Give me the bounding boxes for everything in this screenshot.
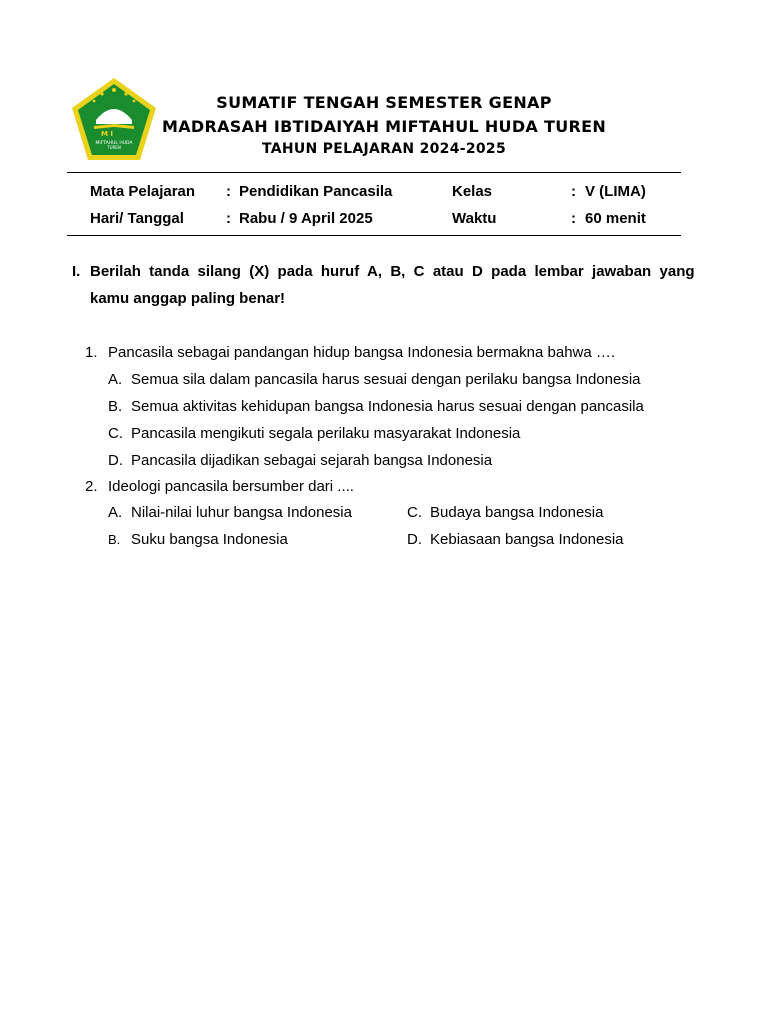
q2-option-c-letter: C. bbox=[407, 504, 422, 521]
q1-option-d-letter: D. bbox=[108, 452, 123, 469]
q1-option-b-text: Semua aktivitas kehidupan bangsa Indonesia harus sesuai dengan pancasila bbox=[131, 398, 644, 415]
exam-title: SUMATIF TENGAH SEMESTER GENAP bbox=[216, 93, 552, 112]
class-label: Kelas bbox=[452, 183, 493, 200]
q2-option-a-text: Nilai-nilai luhur bangsa Indonesia bbox=[131, 504, 352, 521]
q1-option-c-text: Pancasila mengikuti segala perilaku masyarakat Indonesia bbox=[131, 425, 521, 442]
q2-option-c-text: Budaya bangsa Indonesia bbox=[430, 504, 604, 521]
q2-option-d-letter: D. bbox=[407, 531, 422, 548]
subject-colon: : bbox=[226, 183, 231, 200]
class-value: V (LIMA) bbox=[585, 183, 646, 200]
q2-option-b-letter: B. bbox=[108, 532, 121, 547]
day-label: Hari/ Tanggal bbox=[90, 210, 184, 227]
q1-option-a-letter: A. bbox=[108, 371, 123, 388]
q2-option-d-text: Kebiasaan bangsa Indonesia bbox=[430, 531, 624, 548]
question-1-text: Pancasila sebagai pandangan hidup bangsa Indonesia bermakna bahwa …. bbox=[108, 344, 616, 361]
q1-option-a-text: Semua sila dalam pancasila harus sesuai dengan perilaku bangsa Indonesia bbox=[131, 371, 641, 388]
section-instruction-line1: Berilah tanda silang (X) pada huruf A, B, C atau D pada lembar jawaban yang bbox=[90, 263, 695, 280]
q1-option-c-letter: C. bbox=[108, 425, 123, 442]
q1-option-d-text: Pancasila dijadikan sebagai sejarah bangsa Indonesia bbox=[131, 452, 493, 469]
subject-label: Mata Pelajaran bbox=[90, 183, 196, 200]
q1-option-b-letter: B. bbox=[108, 398, 123, 415]
time-value: 60 menit bbox=[585, 210, 646, 227]
q2-option-a-letter: A. bbox=[108, 504, 123, 521]
question-1-number: 1. bbox=[85, 344, 98, 361]
section-number: I. bbox=[72, 263, 81, 280]
logo-letters: M I bbox=[101, 130, 114, 138]
day-colon: : bbox=[226, 210, 231, 227]
section-instruction-line2: kamu anggap paling benar! bbox=[90, 290, 286, 307]
logo-text-line2: TUREN bbox=[107, 145, 121, 150]
bottom-divider bbox=[67, 235, 681, 236]
top-divider bbox=[67, 172, 681, 173]
q2-option-b-text: Suku bangsa Indonesia bbox=[131, 531, 288, 548]
question-2-number: 2. bbox=[85, 478, 98, 495]
school-name: MADRASAH IBTIDAIYAH MIFTAHUL HUDA TUREN bbox=[161, 117, 607, 136]
time-colon: : bbox=[571, 210, 576, 227]
subject-value: Pendidikan Pancasila bbox=[239, 183, 393, 200]
logo-text-line1: MIFTAHUL HUDA bbox=[95, 141, 133, 146]
question-2-text: Ideologi pancasila bersumber dari .... bbox=[108, 478, 354, 495]
day-value: Rabu / 9 April 2025 bbox=[239, 210, 373, 227]
time-label: Waktu bbox=[452, 210, 497, 227]
class-colon: : bbox=[571, 183, 576, 200]
academic-year: TAHUN PELAJARAN 2024-2025 bbox=[261, 141, 507, 157]
